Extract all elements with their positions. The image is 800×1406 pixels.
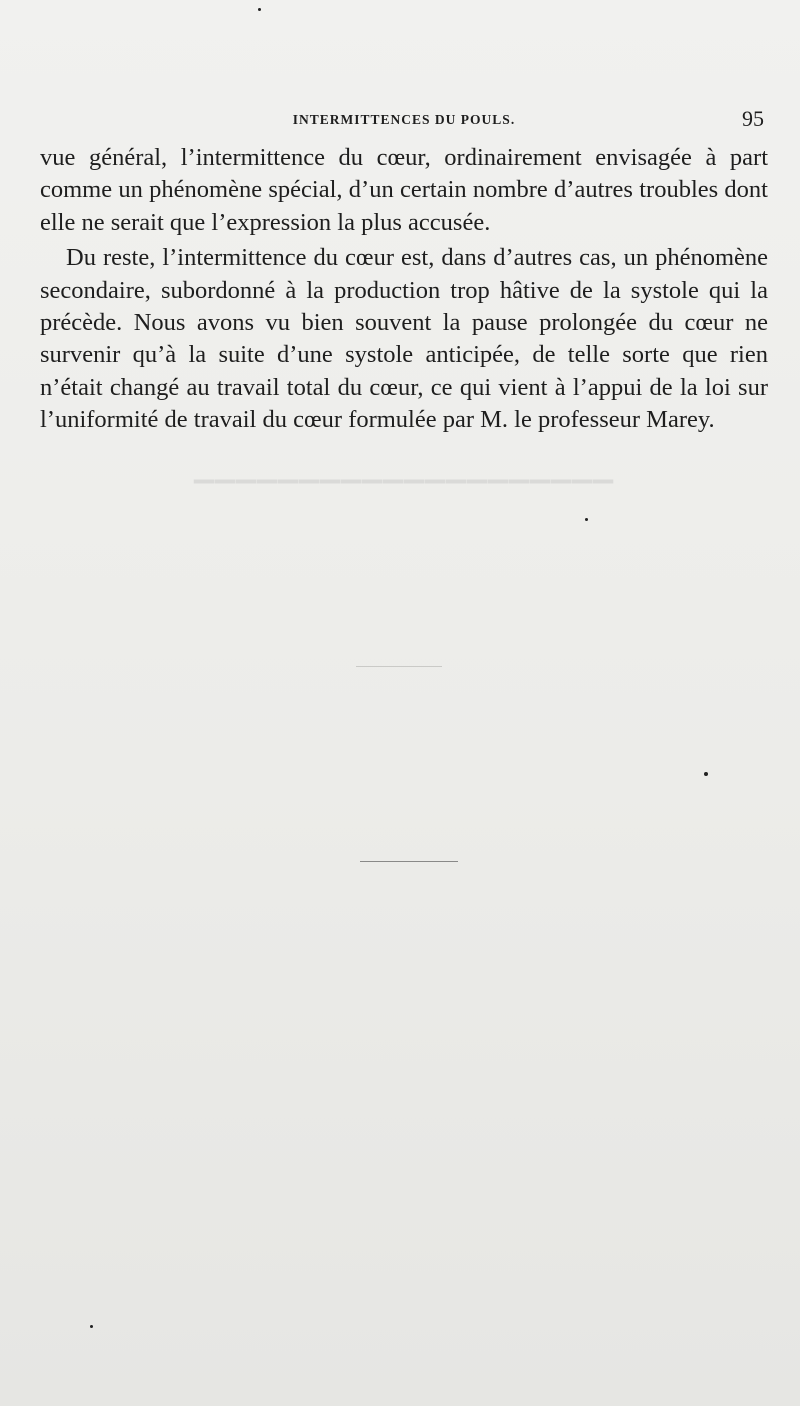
page-number: 95 (742, 106, 764, 131)
scan-speck (90, 1325, 93, 1328)
body-text (40, 142, 768, 437)
scan-speck (258, 8, 261, 11)
bleed-through-rule (356, 666, 442, 667)
paragraph: vue général, l’intermittence du cœur, ordinairement envisagée à part comme un phénomène spécial, d’un certain nombre d’autres troubles dont elle ne serait que l’expression la plus accusée. (40, 144, 768, 236)
paragraph: Du reste, l’intermittence du cœur est, dans d’autres cas, un phénomène secondaire, subordonné à la production trop hâtive de la systole qui la précède. Nous avons vu bien souvent la pause prolongée du cœur ne survenir qu’à la suite d’une systole anticipée, de telle sorte que rien n’était changé au travail total du cœur, ce qui vient à l’appui de la loi sur l’uniformité de travail du cœur formulée par M. le professeur Marey. (40, 244, 768, 434)
bleed-through-title: ▁▁▁▁▁▁▁▁▁▁▁▁▁▁▁▁▁▁▁▁ (194, 454, 614, 483)
bleed-through-rule (360, 861, 458, 862)
scan-speck (704, 772, 708, 776)
page-header (40, 108, 768, 132)
running-head: INTERMITTENCES DU POULS. (292, 112, 516, 127)
scan-speck (585, 518, 588, 521)
